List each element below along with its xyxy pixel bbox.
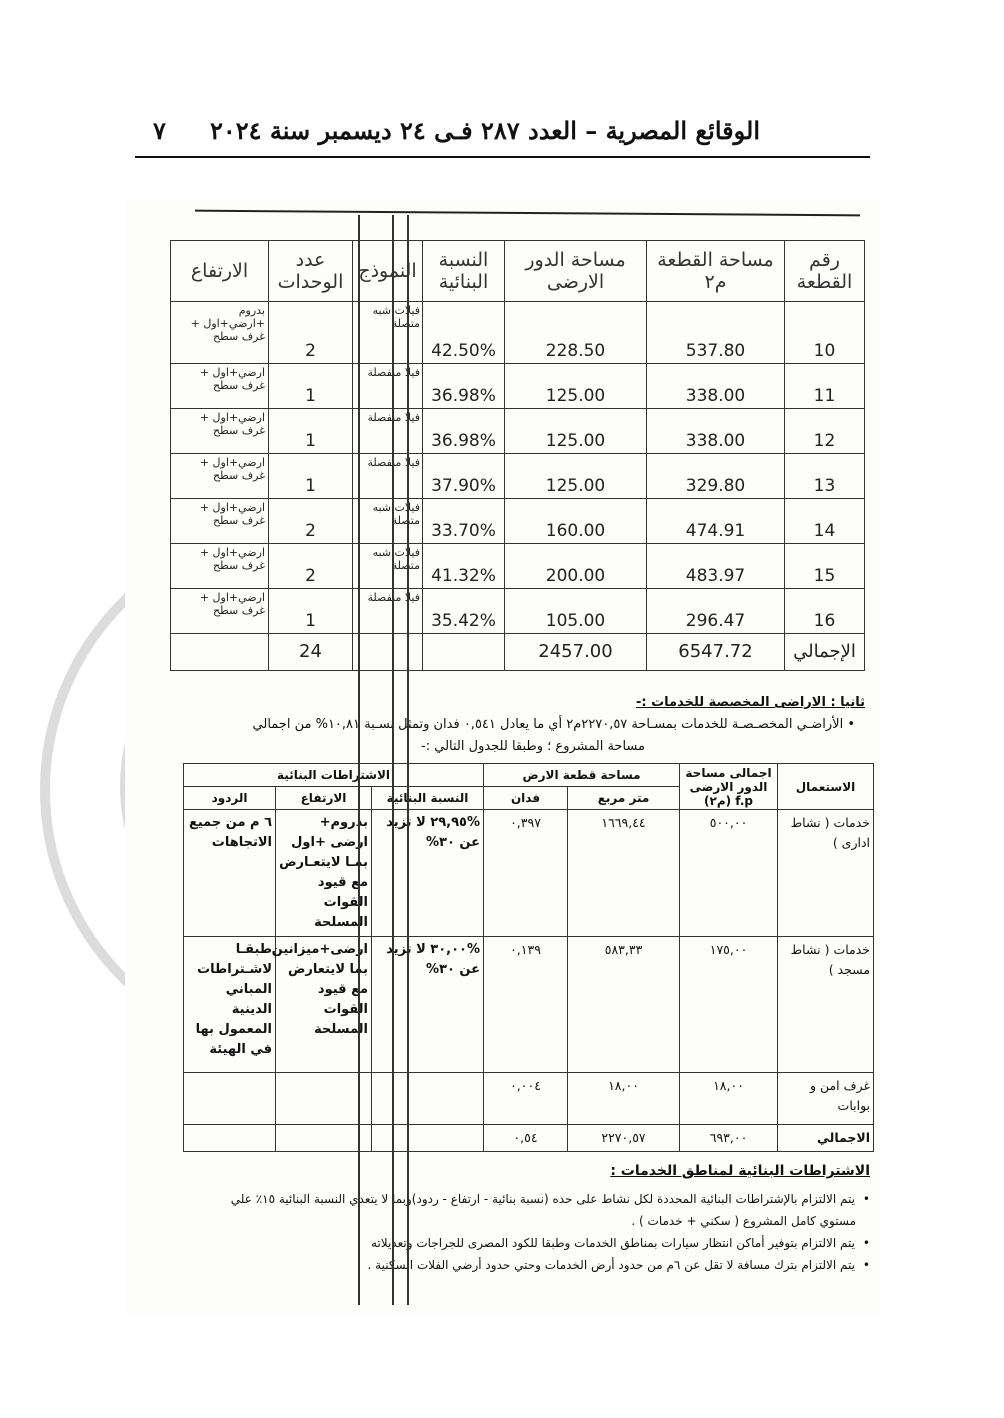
cell-setback: طبقـا لاشـتراطات المباني الدينية المعمول بها في الهيئة <box>184 937 276 1073</box>
total-feddan: ٠,٥٤ <box>484 1125 568 1152</box>
cell-feddan: ٠,٠٠٤ <box>484 1073 568 1125</box>
cell-model: فيلات شبه متصلة <box>353 302 423 364</box>
cell-total-floor: ٥٠٠,٠٠ <box>680 810 778 937</box>
cell-model: فيلات شبه متصلة <box>353 499 423 544</box>
cell-sqm: ١٨,٠٠ <box>568 1073 680 1125</box>
table-row <box>184 810 874 937</box>
col-header-ground: مساحة الدور الارضى <box>505 241 647 302</box>
cell-area: 338.00 <box>647 364 785 409</box>
table-header-row <box>171 241 865 302</box>
table-row <box>171 302 865 364</box>
table-row <box>184 1073 874 1125</box>
total-sqm: ٢٢٧٠,٥٧ <box>568 1125 680 1152</box>
cell-ratio: 36.98% <box>423 364 505 409</box>
page-number: ٧ <box>153 116 166 145</box>
col-header-model: النموذج <box>353 241 423 302</box>
service-conditions-section <box>175 1160 870 1276</box>
cell-total-floor: ١٨,٠٠ <box>680 1073 778 1125</box>
bullet-item: • يتم الالتزام بترك مسافة لا تقل عن ٦م من حدود أرض الخدمات وحتي حدود أرضي الفلات السكنية . <box>175 1254 870 1276</box>
col-header-total-floor: اجمالى مساحة الدور الارضى f.p (م٢) <box>680 764 778 810</box>
cell-height: ارضي+اول + غرف سطح <box>171 364 269 409</box>
cell-ratio: %٢٩,٩٥ لا تزيد عن ٣٠% <box>372 810 484 937</box>
page-header <box>135 112 870 158</box>
total-floor: ٦٩٣,٠٠ <box>680 1125 778 1152</box>
total-ratio <box>372 1125 484 1152</box>
col-header-ratio: النسبة البنائية <box>372 787 484 810</box>
table-total-row <box>184 1125 874 1152</box>
table-row <box>171 589 865 634</box>
col-header-plot: رقم القطعة <box>785 241 865 302</box>
table-total-row <box>171 634 865 671</box>
cell-area: 296.47 <box>647 589 785 634</box>
cell-ground: 228.50 <box>505 302 647 364</box>
col-header-height: الارتفاع <box>171 241 269 302</box>
col-header-feddan: فدان <box>484 787 568 810</box>
cell-height: ارضي+اول + غرف سطح <box>171 499 269 544</box>
cell-ground: 160.00 <box>505 499 647 544</box>
table-row <box>171 544 865 589</box>
section-line: • الأراضـي المخصـصـة للخدمات بمسـاحة ٢٢٧٠,٥٧م٢ أي ما يعادل ٠,٥٤١ فدان وتمثل نسـبة ١٠,٨١% من اجمالي <box>252 717 855 732</box>
total-units: 24 <box>269 634 353 671</box>
cell-ratio: %٣٠,٠٠ لا تزيد عن ٣٠% <box>372 937 484 1073</box>
cell-ratio: 41.32% <box>423 544 505 589</box>
cell-use: خدمات ( نشاط مسجد ) <box>778 937 874 1073</box>
scan-artifact-line <box>392 215 394 1305</box>
col-header-height: الارتفاع <box>276 787 372 810</box>
cell-area: 537.80 <box>647 302 785 364</box>
cell-use: خدمات ( نشاط ادارى ) <box>778 810 874 937</box>
col-header-area: مساحة القطعة م٢ <box>647 241 785 302</box>
cell-plot: 11 <box>785 364 865 409</box>
cell-units: 2 <box>269 302 353 364</box>
cell-setback <box>184 1073 276 1125</box>
cell-ground: 125.00 <box>505 454 647 499</box>
cell-sqm: ١٦٦٩,٤٤ <box>568 810 680 937</box>
bullet-item: • يتم الالتزام بتوفير أماكن انتظار سيارات بمناطق الخدمات وطبقا للكود المصرى للجراجات وتعديلاته <box>175 1232 870 1254</box>
section-heading: ثانيا : الاراضى المخصصة للخدمات :- <box>635 695 865 710</box>
col-header-plot-area: مساحة قطعة الارض <box>484 764 680 787</box>
cell-setback: ٦ م من جميع الاتجاهات <box>184 810 276 937</box>
cell-sqm: ٥٨٣,٣٣ <box>568 937 680 1073</box>
cell-plot: 16 <box>785 589 865 634</box>
cell-units: 2 <box>269 499 353 544</box>
cell-ratio <box>372 1073 484 1125</box>
table-row <box>171 409 865 454</box>
total-label: الاجمالي <box>778 1125 874 1152</box>
cell-units: 1 <box>269 364 353 409</box>
cell-units: 1 <box>269 589 353 634</box>
cell-ratio: 36.98% <box>423 409 505 454</box>
cell-plot: 12 <box>785 409 865 454</box>
cell-plot: 14 <box>785 499 865 544</box>
cell-units: 1 <box>269 454 353 499</box>
total-setback <box>184 1125 276 1152</box>
total-ratio <box>423 634 505 671</box>
cell-model: فيلا منفصلة <box>353 589 423 634</box>
cell-height: بدروم +ارضي+اول + غرف سطح <box>171 302 269 364</box>
services-table <box>183 763 874 1152</box>
cell-ratio: 37.90% <box>423 454 505 499</box>
section-line: مساحة المشروع ؛ وطبقا للجدول التالي :- <box>421 739 645 754</box>
cell-height: ارضى+ميزانين بما لايتعارض مع قيود القوات المسلحة <box>276 937 372 1073</box>
scan-artifact-line <box>358 215 360 1305</box>
cell-height: ارضي+اول + غرف سطح <box>171 544 269 589</box>
cell-ground: 125.00 <box>505 364 647 409</box>
col-header-setback: الردود <box>184 787 276 810</box>
cell-use: غرف امن و بوابات <box>778 1073 874 1125</box>
cell-area: 329.80 <box>647 454 785 499</box>
cell-ratio: 42.50% <box>423 302 505 364</box>
cell-ground: 105.00 <box>505 589 647 634</box>
col-header-sqm: متر مربع <box>568 787 680 810</box>
cell-height: بدروم+ ارضى +اول بمـا لايتعـارض مع قيود القوات المسلحة <box>276 810 372 937</box>
total-label: الإجمالي <box>785 634 865 671</box>
cell-plot: 10 <box>785 302 865 364</box>
cell-total-floor: ١٧٥,٠٠ <box>680 937 778 1073</box>
col-header-conditions: الاشتراطات البنائية <box>184 764 484 787</box>
col-header-use: الاستعمال <box>778 764 874 810</box>
services-land-section <box>185 692 865 758</box>
cell-plot: 13 <box>785 454 865 499</box>
cell-units: 2 <box>269 544 353 589</box>
bullet-item: • يتم الالتزام بالإشتراطات البنائية المحددة لكل نشاط على حده (نسبة بنائية - ارتفاع - ردود)وبما لا يتعدي النسبة البنائية ١٥٪ علي <box>175 1188 870 1210</box>
cell-model: فيلات شبه متصلة <box>353 544 423 589</box>
cell-area: 338.00 <box>647 409 785 454</box>
cell-feddan: ٠,١٣٩ <box>484 937 568 1073</box>
cell-plot: 15 <box>785 544 865 589</box>
gazette-title: الوقائع المصرية – العدد ٢٨٧ فـى ٢٤ ديسمبر سنة ٢٠٢٤ <box>210 116 760 145</box>
table-row <box>184 937 874 1073</box>
cell-ground: 200.00 <box>505 544 647 589</box>
cell-area: 474.91 <box>647 499 785 544</box>
plots-table <box>170 240 865 671</box>
cell-ground: 125.00 <box>505 409 647 454</box>
col-header-ratio: النسبة البنائية <box>423 241 505 302</box>
cell-ratio: 33.70% <box>423 499 505 544</box>
scan-artifact-line <box>407 215 409 1305</box>
cell-model: فيلا منفصلة <box>353 454 423 499</box>
total-area: 6547.72 <box>647 634 785 671</box>
cell-model: فيلا منفصلة <box>353 364 423 409</box>
cell-area: 483.97 <box>647 544 785 589</box>
table-row <box>171 454 865 499</box>
section-heading: الاشتراطات البنائية لمناطق الخدمات : <box>610 1163 870 1179</box>
header-rule <box>135 156 870 158</box>
table-row <box>171 364 865 409</box>
table-row <box>171 499 865 544</box>
total-model <box>353 634 423 671</box>
cell-feddan: ٠,٣٩٧ <box>484 810 568 937</box>
cell-ratio: 35.42% <box>423 589 505 634</box>
total-height <box>171 634 269 671</box>
total-ground: 2457.00 <box>505 634 647 671</box>
cell-model: فيلا منفصلة <box>353 409 423 454</box>
cell-height: ارضي+اول + غرف سطح <box>171 454 269 499</box>
cell-units: 1 <box>269 409 353 454</box>
bullet-continuation: مستوي كامل المشروع ( سكني + خدمات ) . <box>631 1214 856 1228</box>
cell-height: ارضي+اول + غرف سطح <box>171 589 269 634</box>
cell-height: ارضي+اول + غرف سطح <box>171 409 269 454</box>
col-header-units: عدد الوحدات <box>269 241 353 302</box>
